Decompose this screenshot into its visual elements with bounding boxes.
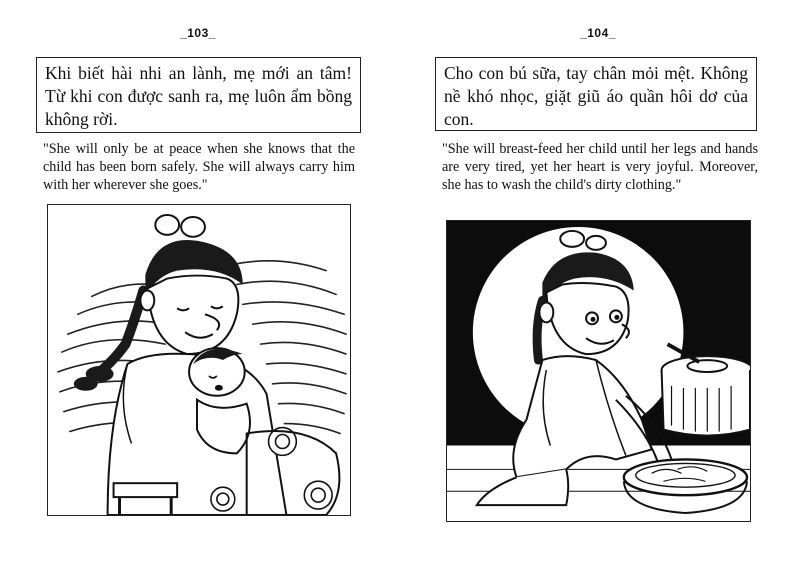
- mother-holding-baby-illustration: [47, 204, 351, 516]
- right-page: [400, 0, 800, 566]
- mother-washing-clothes-illustration: [446, 220, 751, 522]
- vietnamese-caption-box: Cho con bú sữa, tay chân mỏi mệt. Không nề khó nhọc, giặt giũ áo quần hôi dơ của con.: [435, 57, 757, 131]
- english-caption: "She will breast-feed her child until her legs and hands are very tired, yet her heart is very joyful. Moreover, she has to wash the child's dirty clothing.": [442, 141, 758, 193]
- page-number: _104_: [580, 26, 616, 40]
- page-number: _103_: [180, 26, 216, 40]
- vietnamese-caption-box: Khi biết hài nhi an lành, mẹ mới an tâm! Từ khi con được sanh ra, mẹ luôn ẩm bồng không rời.: [36, 57, 361, 133]
- english-caption: "She will only be at peace when she knows that the child has been born safely. She will always carry him with her wherever she goes.": [43, 141, 355, 193]
